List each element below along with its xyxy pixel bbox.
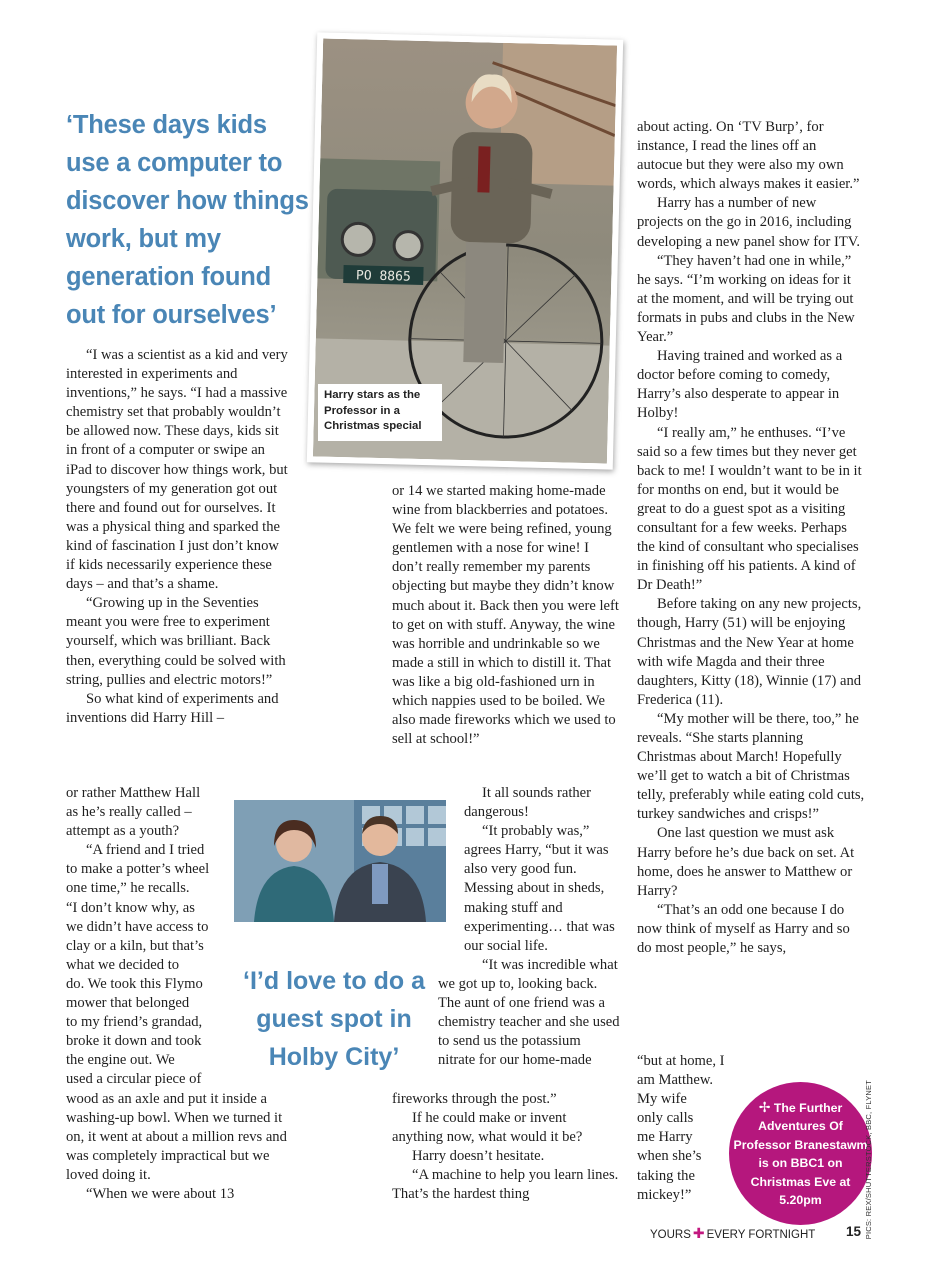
- col1-line: “I don’t know why, as: [66, 899, 195, 916]
- col3-paragraph: One last question we must ask Harry before he’s due back on set. At home, does he answer to Matthew or Harry?: [637, 825, 855, 899]
- col2-paragraph: Harry doesn’t hesitate.: [412, 1148, 545, 1165]
- col1-line: one time,” he recalls.: [66, 880, 190, 897]
- col3-paragraph: Having trained and worked as a doctor before coming to comedy, Harry’s also desperate to appear in Holby!: [637, 348, 843, 422]
- col1-line: as he’s really called –: [66, 804, 192, 821]
- tv-listing-promo-circle: [729, 1082, 872, 1225]
- col3-line: taking the: [637, 1167, 695, 1184]
- promo-text: The Further Adventures Of Professor Branestawm is on BBC1 on Christmas Eve at 5.20pm: [733, 1100, 868, 1207]
- column-3: [637, 118, 865, 958]
- col1-line: mower that belonged: [66, 995, 190, 1012]
- page-number: 15: [846, 1224, 862, 1239]
- col1-paragraph: wood as an axle and put it inside a washing-up bowl. When we turned it on, it went at about a million revs and was completely impractical but we loved doing it.: [66, 1091, 287, 1184]
- cross-icon: ✚: [692, 1225, 705, 1241]
- col1-line: what we decided to: [66, 956, 180, 973]
- photo-credit: PICS: REX/SHUTTERSTOCK, BBC, FLYNET: [864, 1080, 873, 1240]
- footer-magazine-name: YOURS: [650, 1229, 691, 1241]
- column-1-bottom: [66, 1090, 288, 1205]
- col1-line: used a circular piece of: [66, 1071, 202, 1088]
- col2-paragraph: It all sounds rather dangerous!: [464, 785, 592, 821]
- pull-quote-middle: ‘I’d love to do a guest spot in Holby City’: [243, 967, 425, 1071]
- col1-line: attempt as a youth?: [66, 823, 180, 840]
- col1-line: do. We took this Flymo: [66, 975, 203, 992]
- plus-icon: ✢: [758, 1098, 771, 1115]
- col1-paragraph: “When we were about 13: [86, 1186, 235, 1203]
- col3-paragraph: “My mother will be there, too,” he reveals. “She starts planning Christmas about March! Hopefully we’ll get to watch a bit of Christmas telly, preferably while eating cold cuts, turkey sandwiches and crisps!”: [637, 710, 865, 823]
- col1-line: or rather Matthew Hall: [66, 785, 201, 801]
- column-1-wrap: [66, 784, 236, 1090]
- photo-holby-city: [234, 800, 446, 922]
- col1-paragraph: “I was a scientist as a kid and very interested in experiments and inventions,” he says. “I had a massive chemistry set that probably wouldn’t be allowed now. These days, kids sit in front of a computer or swipe an iPad to discover how things work, but youngsters of my generation got out there and found out for ourselves. It was a physical thing and sparked the kind of fascination I just don’t know if kids necessarily experience these days – and that’s a shame.: [66, 347, 288, 593]
- col1-line: we didn’t have access to: [66, 918, 209, 935]
- col2-paragraph: If he could make or invent anything now, what would it be?: [392, 1110, 583, 1146]
- column-2-mid: [438, 956, 620, 1071]
- col3-line: me Harry: [637, 1129, 693, 1146]
- col1-line: to my friend’s grandad,: [66, 1014, 203, 1031]
- license-plate: PO 8865: [355, 268, 411, 285]
- col1-paragraph: “Growing up in the Seventies meant you were free to experiment yourself, which was brilliant. Back then, everything could be solved with string, pullies and electric motors!”: [66, 595, 286, 688]
- col2-paragraph: “A machine to help you learn lines. That’s the hardest thing: [392, 1167, 619, 1203]
- footer-frequency: EVERY FORTNIGHT: [706, 1229, 816, 1241]
- col3-paragraph: about acting. On ‘TV Burp’, for instance, I read the lines off an autocue but they were also my own words, which always makes it easier.”: [637, 119, 860, 193]
- pull-quote-top: ‘These days kids use a computer to discover how things work, but my generation found out for ourselves’: [66, 111, 309, 329]
- column-1: [66, 346, 288, 728]
- column-3-narrow: [637, 1052, 737, 1205]
- col3-paragraph: “They haven’t had one in while,” he says. “I’m working on ideas for it at the moment, and will be trying out formats in pubs and clubs in the New Year.”: [637, 252, 855, 346]
- col2-paragraph: fireworks through the post.”: [392, 1091, 557, 1107]
- col1-line: clay or a kiln, but that’s: [66, 937, 204, 954]
- col2-paragraph: “It probably was,” agrees Harry, “but it was also very good fun. Messing about in sheds, making stuff and experimenting… that was our social life.: [464, 823, 615, 954]
- photo-caption: Harry stars as the Professor in a Christmas special: [318, 384, 442, 441]
- col2-paragraph: “It was incredible what we got up to, looking back. The aunt of one friend was a chemistry teacher and she used to send us the potassium nitrate for our home-made: [438, 957, 620, 1069]
- col3-paragraph: Harry has a number of new projects on the go in 2016, including developing a new panel show for ITV.: [637, 195, 861, 250]
- col1-line: “A friend and I tried: [86, 842, 205, 859]
- page-footer: [650, 1225, 865, 1243]
- col1-line: the engine out. We: [66, 1052, 175, 1069]
- col3-line: mickey!”: [637, 1186, 692, 1203]
- col3-line: only calls: [637, 1110, 694, 1127]
- col1-paragraph: So what kind of experiments and inventions did Harry Hill –: [66, 690, 279, 726]
- col3-line: am Matthew.: [637, 1072, 714, 1089]
- col2-paragraph: or 14 we started making home-made wine from blackberries and potatoes. We felt we were being refined, young gentlemen with a nose for wine! I don’t really remember my parents objecting but maybe they didn’t know much about it. Back then you were left to get on with stuff. Anyway, the wine was horrible and undrinkable so we made a still in which to distill it. That was like a big old-fashioned urn in which nappies used to be boiled. We also made fireworks which we used to sell at school!”: [392, 483, 619, 748]
- column-2-narrow: [464, 784, 620, 956]
- col1-line: broke it down and took: [66, 1033, 202, 1050]
- column-2-bottom: [392, 1090, 620, 1205]
- column-2: [392, 482, 620, 749]
- col3-line: when she’s: [637, 1148, 702, 1165]
- holby-scene-illustration: [234, 800, 446, 922]
- col3-paragraph: Before taking on any new projects, though, Harry (51) will be enjoying Christmas and the New Year at home with wife Magda and their three daughters, Kitty (18), Winnie (17) and Frederica (11).: [637, 596, 862, 708]
- col3-line: My wife: [637, 1091, 687, 1108]
- col3-paragraph: “That’s an odd one because I do now think of myself as Harry and so do most people,” he says,: [637, 901, 850, 957]
- col1-line: to make a potter’s wheel: [66, 861, 210, 878]
- col3-paragraph: “I really am,” he enthuses. “I’ve said so a few times but they never get back to me! I wouldn’t want to be in it for months on end, but it would be great to do a guest spot as a visiting consultant for a few weeks. Perhaps the kind of consultant who specialises in finishing off his patients. A kind of Dr Death!”: [637, 424, 862, 594]
- col3-line: “but at home, I: [637, 1053, 725, 1069]
